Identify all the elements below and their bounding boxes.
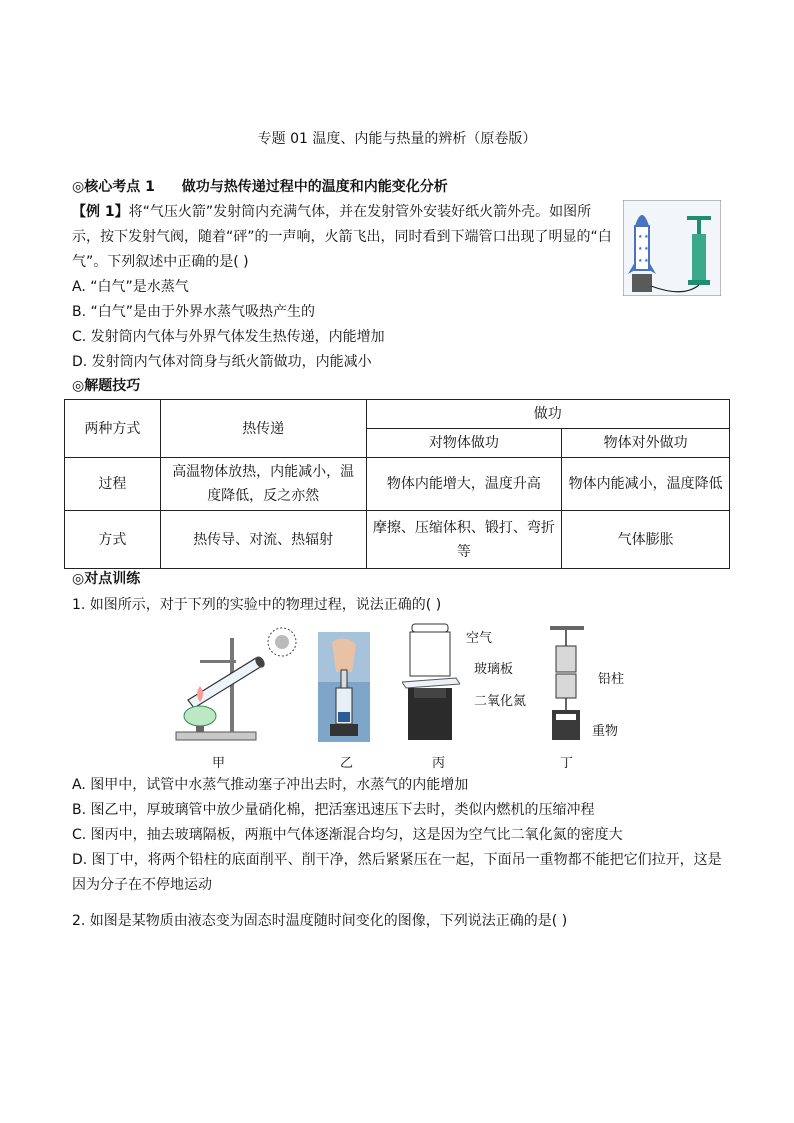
svg-text:★ ★: ★ ★: [638, 258, 649, 264]
option-c: C. 发射筒内气体与外界气体发生热传递，内能增加: [72, 329, 385, 345]
section-label: 解题技巧: [84, 378, 141, 394]
option-c: C. 图丙中，抽去玻璃隔板，两瓶中气体逐渐混合均匀，这是因为空气比二氧化氮的密度大: [72, 827, 623, 843]
label-lead-cylinder: 铅柱: [598, 672, 625, 687]
technique-table: [64, 399, 730, 569]
example-tag: 【例 1】: [72, 204, 129, 220]
option-a: A. “白气”是水蒸气: [72, 279, 189, 295]
section-heading-1: [72, 176, 448, 196]
section-heading-2: [72, 375, 140, 395]
option-b: B. “白气”是由于外界水蒸气吸热产生的: [72, 304, 316, 320]
section-marker: ◎: [72, 179, 85, 195]
section-marker: ◎: [72, 378, 85, 394]
question-2-stem: 2. 如图是某物质由液态变为固态时温度随时间变化的图像，下列说法正确的是( ): [72, 913, 568, 929]
label-air: 空气: [466, 631, 493, 646]
figure-bing-diffusion: [402, 622, 460, 744]
label-weight: 重物: [592, 724, 619, 739]
cell-heat-method: 热传导、对流、热辐射: [160, 511, 366, 569]
figure-label-jia: 甲: [212, 756, 226, 771]
label-nitrogen-dioxide: 二氧化氮: [474, 694, 527, 709]
option-d: D. 发射筒内气体对筒身与纸火箭做功，内能减小: [72, 354, 372, 370]
page-title: 专题 01 温度、内能与热量的辨析（原卷版）: [257, 131, 537, 147]
figure-yi-piston: [318, 632, 370, 742]
figure-jia-test-tube: [170, 622, 302, 746]
svg-text:★ ★: ★ ★: [638, 234, 649, 240]
example-1-options: [72, 275, 712, 375]
question-1-options: [72, 773, 732, 898]
option-b: B. 图乙中，厚玻璃管中放少量硝化棉，把活塞迅速压下去时，类似内燃机的压缩冲程: [72, 802, 595, 818]
header-methods: 两种方式: [65, 400, 161, 458]
figure-ding-lead-cylinders: [544, 624, 588, 746]
example-1-stem: [72, 200, 612, 275]
section-title: 做功与热传递过程中的温度和内能变化分析: [181, 179, 448, 195]
question-1-stem: 1. 如图所示，对于下列的实验中的物理过程，说法正确的( ): [72, 597, 442, 613]
header-heat-transfer: 热传递: [160, 400, 366, 458]
row-label-method: 方式: [65, 511, 161, 569]
section-label: 对点训练: [84, 571, 141, 587]
example-text: 将“气压火箭”发射筒内充满气体，并在发射管外安装好纸火箭外壳。如图所示，按下发射气阀，随着“砰”的一声响，火箭飞出，同时看到下端管口出现了明显的“白气”。下列叙述中正确的是( ): [72, 204, 612, 270]
cell-work-by-process: 物体内能减小，温度降低: [562, 458, 730, 511]
cell-heat-process: 高温物体放热，内能减小，温度降低，反之亦然: [160, 458, 366, 511]
row-label-process: 过程: [65, 458, 161, 511]
cell-work-on-method: 摩擦、压缩体积、锻打、弯折等: [366, 511, 562, 569]
figure-label-bing: 丙: [432, 756, 446, 771]
figure-label-yi: 乙: [340, 756, 354, 771]
option-a: A. 图甲中，试管中水蒸气推动塞子冲出去时，水蒸气的内能增加: [72, 777, 469, 793]
header-work-on-object: 对物体做功: [366, 429, 562, 458]
header-work: 做功: [366, 400, 729, 429]
figure-label-ding: 丁: [560, 756, 574, 771]
svg-text:★ ★: ★ ★: [638, 246, 649, 252]
cell-work-by-method: 气体膨胀: [562, 511, 730, 569]
section-heading-3: [72, 568, 140, 588]
cell-work-on-process: 物体内能增大，温度升高: [366, 458, 562, 511]
header-work-by-object: 物体对外做功: [562, 429, 730, 458]
section-label: 核心考点 1: [84, 179, 155, 195]
option-d: D. 图丁中，将两个铅柱的底面削平、削干净，然后紧紧压在一起，下面吊一重物都不能把它们拉开，这是因为分子在不停地运动: [72, 852, 722, 893]
section-marker: ◎: [72, 571, 85, 587]
label-glass-plate: 玻璃板: [474, 662, 514, 677]
